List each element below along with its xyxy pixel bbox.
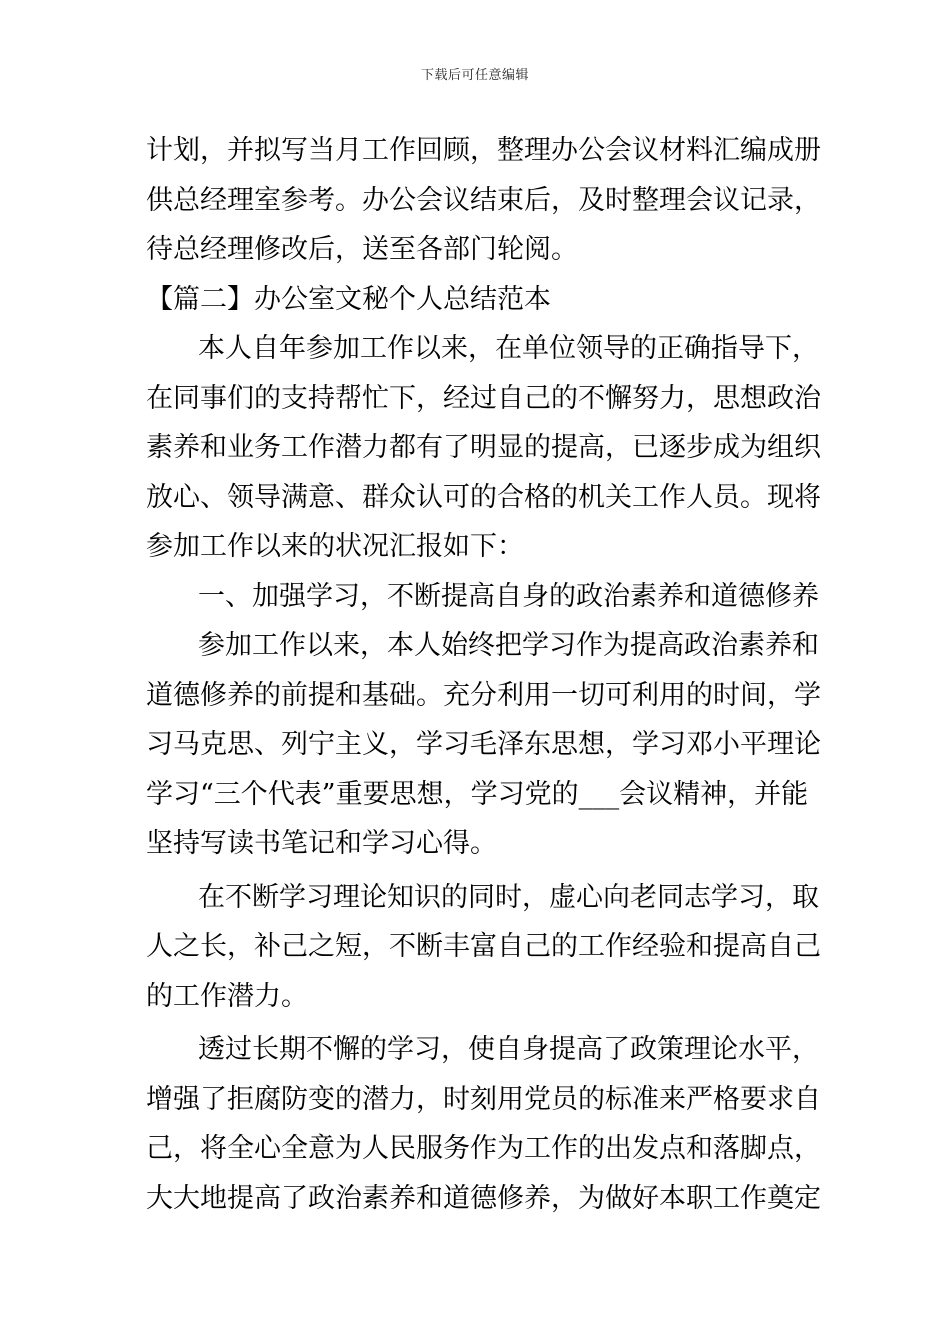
text-line: 在同事们的支持帮忙下，经过自己的不懈努力，思想政治 [146,382,821,414]
text-line: 学习“三个代表”重要思想，学习党的___会议精神，并能 [146,778,809,810]
text-line: 大大地提高了政治素养和道德修养，为做好本职工作奠定 [146,1182,821,1214]
text-line: 己，将全心全意为人民服务作为工作的出发点和落脚点， [146,1133,821,1164]
text-line: 人之长，补己之短，不断丰富自己的工作经验和提高自己 [146,931,821,962]
text-line: 坚持写读书笔记和学习心得。 [146,828,497,859]
text-line: 参加工作以来，本人始终把学习作为提高政治素养和 [198,630,819,661]
text-line: 放心、领导满意、群众认可的合格的机关工作人员。现将 [146,481,821,513]
text-line: 增强了拒腐防变的潜力，时刻用党员的标准来严格要求自 [146,1083,821,1115]
document-body [146,126,821,1223]
section-heading: 【篇二】办公室文秘个人总结范本 [146,283,551,315]
text-line: 习马克思、列宁主义，学习毛泽东思想，学习邓小平理论 [146,729,821,760]
text-line: 在不断学习理论知识的同时，虚心向老同志学习，取 [198,881,819,913]
text-line: 道德修养的前提和基础。充分利用一切可利用的时间，学 [146,679,821,711]
subsection-heading: 一、加强学习，不断提高自身的政治素养和道德修养 [198,580,819,612]
text-line: 本人自年参加工作以来，在单位领导的正确指导下， [198,333,819,364]
page-header: 下载后可任意编辑 [420,68,529,83]
text-line: 供总经理室参考。办公会议结束后，及时整理会议记录， [146,184,821,216]
text-line: 计划，并拟写当月工作回顾，整理办公会议材料汇编成册 [146,135,821,166]
text-line: 素养和业务工作潜力都有了明显的提高，已逐步成为组织 [146,432,821,463]
text-line: 透过长期不懈的学习，使自身提高了政策理论水平， [198,1034,819,1065]
text-line: 参加工作以来的状况汇报如下： [146,531,524,562]
text-line: 待总经理修改后，送至各部门轮阅。 [146,234,578,265]
text-line: 的工作潜力。 [146,980,308,1012]
